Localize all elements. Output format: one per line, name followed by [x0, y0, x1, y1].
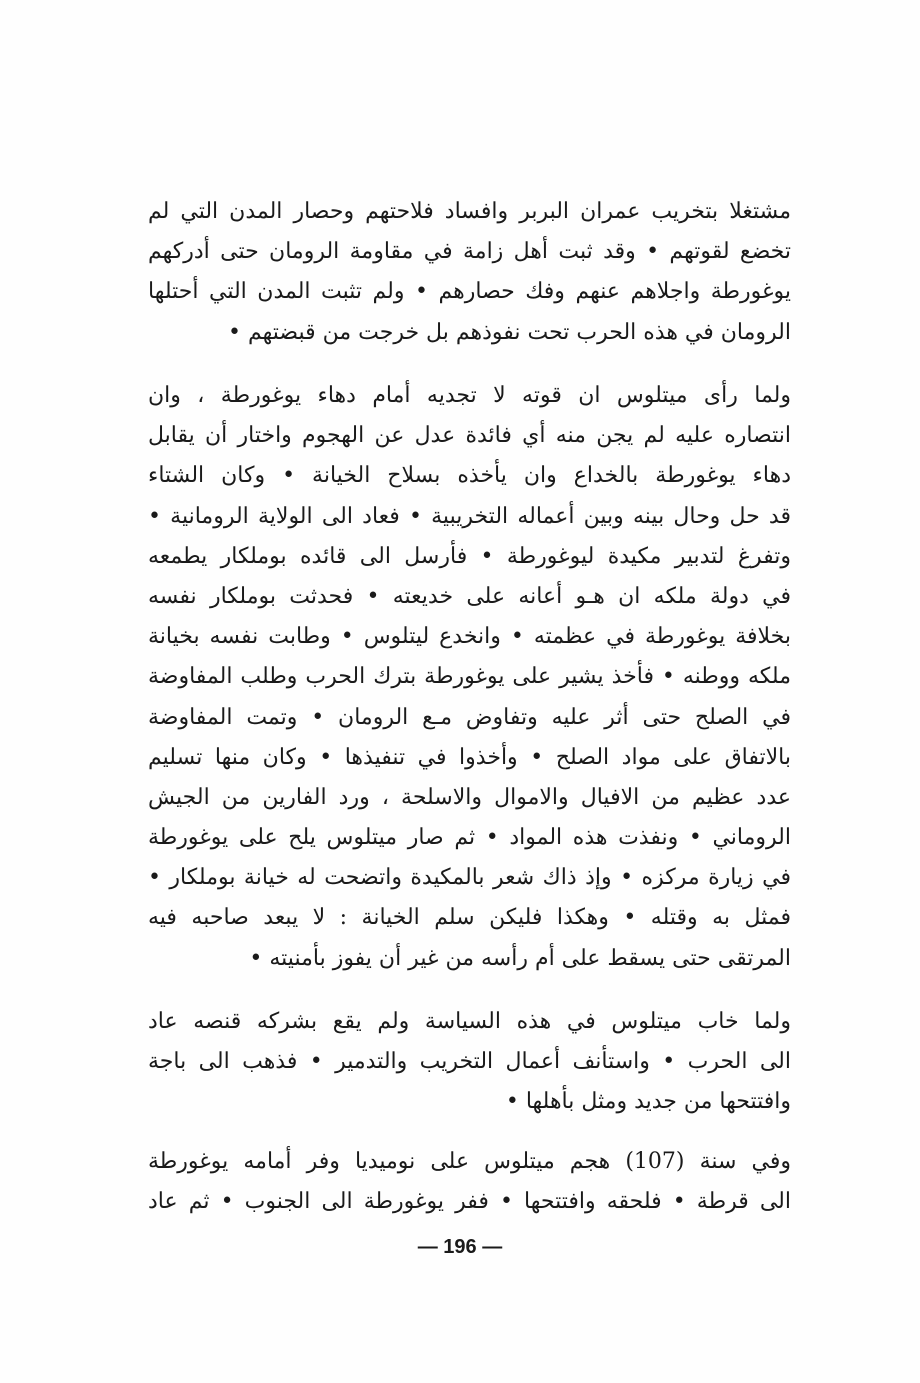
- text-line: وافتتحها من جديد ومثل بأهلها •: [505, 1089, 791, 1115]
- text-line: بخلافة يوغورطة في عظمته • وانخدع ليتلوس • وطابت نفسه بخيانة: [148, 624, 791, 650]
- text-line: ولما رأى ميتلوس ان قوته لا تجديه أمام دهاء يوغورطة ، وان: [148, 383, 791, 408]
- text-line: في دولة ملكه ان هـو أعانه على خديعته • فحدثت بوملكار نفسه: [148, 583, 791, 609]
- text-line: مشتغلا بتخريب عمران البربر وافساد فلاحتهم وحصار المدن التي لم: [148, 199, 791, 224]
- paragraph-4: [148, 1142, 791, 1222]
- text-line: قد حل وحال بينه وبين أعماله التخريبية • فعاد الى الولاية الرومانية •: [148, 503, 791, 529]
- text-line: يوغورطة واجلاهم عنهم وفك حصارهم • ولم تثبت المدن التي أحتلها: [148, 279, 791, 305]
- text-line: وفي سنة (107) هجم ميتلوس على نوميديا وفر أمامه يوغورطة: [148, 1149, 791, 1174]
- text-line: في الصلح حتى أثر عليه وتفاوض مـع الرومان • وتمت المفاوضة: [148, 704, 791, 730]
- page-number: — 196 —: [417, 1236, 503, 1258]
- text-line: دهاء يوغورطة بالخداع وان يأخذه بسلاح الخيانة • وكان الشتاء: [148, 463, 791, 489]
- text-line: عدد عظيم من الافيال والاموال والاسلحة ، ورد الفارين من الجيش: [148, 784, 791, 810]
- text-line: الروماني • ونفذت هذه المواد • ثم صار ميتلوس يلح على يوغورطة: [148, 825, 791, 851]
- paragraph-2: [148, 376, 791, 979]
- text-line: الى قرطة • فلحقه وافتتحها • ففر يوغورطة الى الجنوب • ثم عاد: [148, 1189, 791, 1215]
- text-line: انتصاره عليه لم يجن منه أي فائدة عدل عن الهجوم واختار أن يقابل: [148, 423, 791, 449]
- text-line: ملكه ووطنه • فأخذ يشير على يوغورطة بترك الحرب وطلب المفاوضة: [148, 664, 791, 690]
- text-line: فمثل به وقتله • وهكذا فليكن سلم الخيانة : لا يبعد صاحبه فيه: [148, 905, 791, 931]
- text-line: المرتقى حتى يسقط على أم رأسه من غير أن يفوز بأمنيته •: [249, 945, 791, 971]
- text-line: وتفرغ لتدبير مكيدة ليوغورطة • فأرسل الى قائده بوملكار يطمعه: [148, 543, 791, 569]
- paragraph-3: [148, 1002, 791, 1123]
- text-line: الى الحرب • واستأنف أعمال التخريب والتدمير • فذهب الى باجة: [148, 1049, 791, 1075]
- paragraph-1: [148, 192, 791, 353]
- text-line: بالاتفاق على مواد الصلح • وأخذوا في تنفيذها • وكان منها تسليم: [148, 744, 791, 770]
- text-line: في زيارة مركزه • وإذ ذاك شعر بالمكيدة واتضحت له خيانة بوملكار •: [148, 865, 791, 891]
- text-line: تخضع لقوتهم • وقد ثبت أهل زامة في مقاومة الرومان حتى أدركهم: [148, 239, 791, 265]
- text-line: ولما خاب ميتلوس في هذه السياسة ولم يقع بشركه قنصه عاد: [148, 1009, 791, 1034]
- text-line: الرومان في هذه الحرب تحت نفوذهم بل خرجت من قبضتهم •: [227, 319, 791, 345]
